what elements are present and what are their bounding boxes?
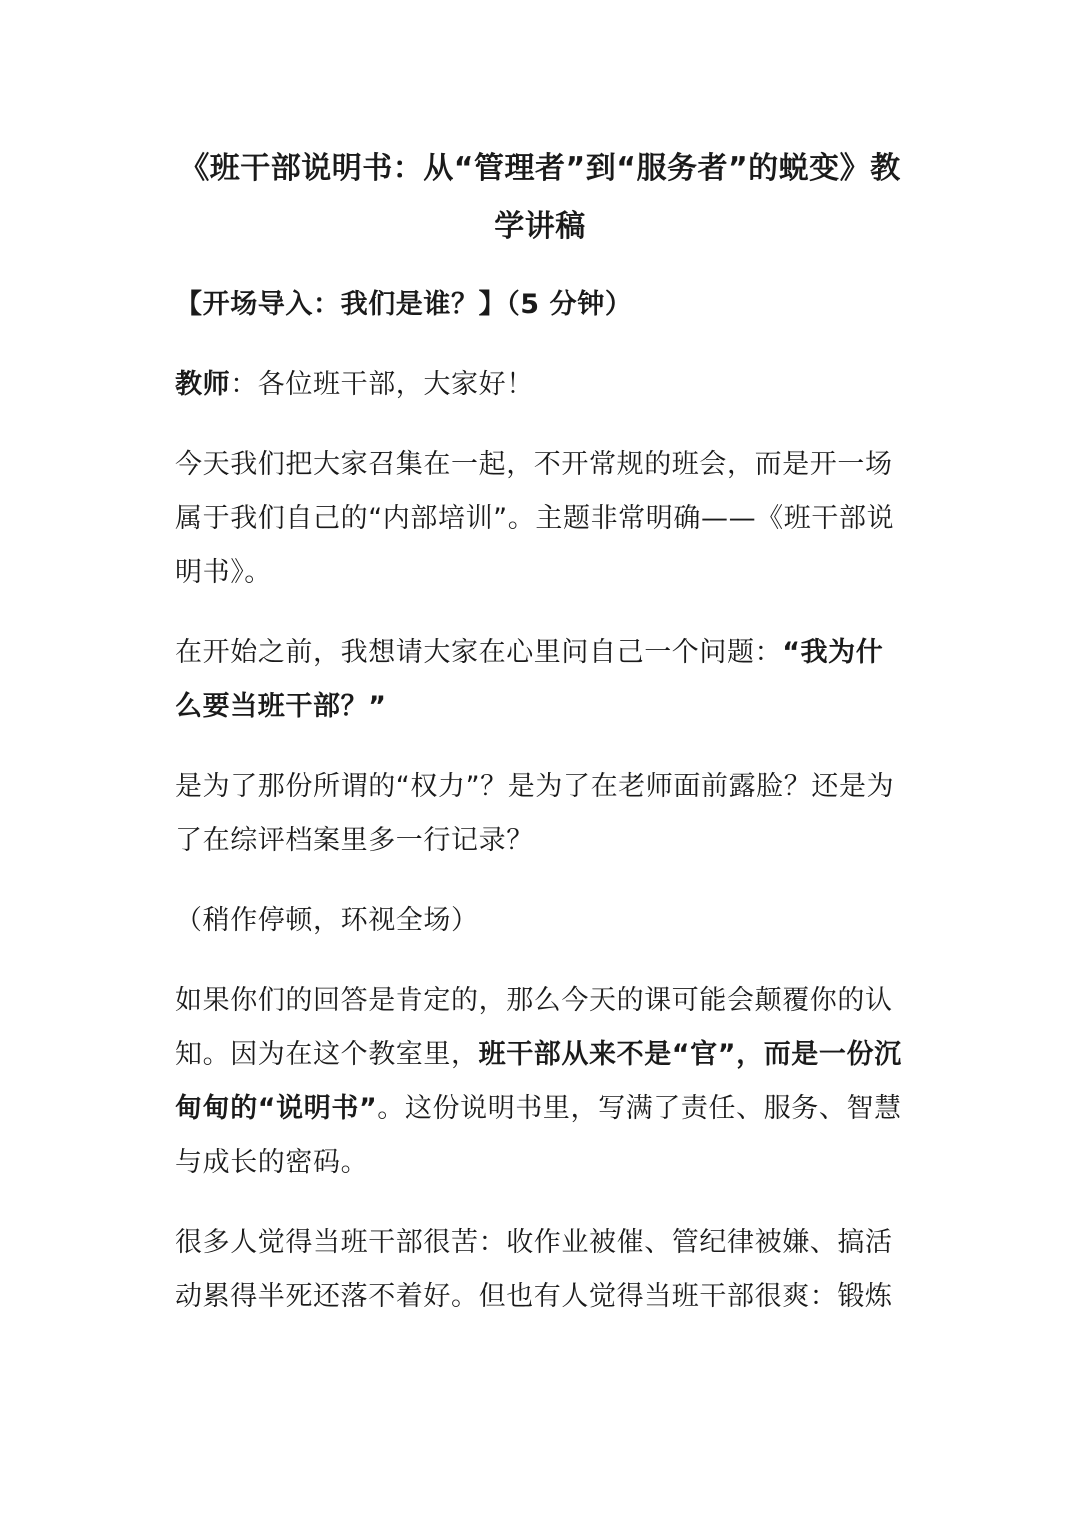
paragraph-reasons: 是为了那份所谓的“权力”？是为了在老师面前露脸？还是为了在综评档案里多一行记录？: [175, 771, 895, 856]
definition-lead-text: 如果你们的回答是肯定的，那么今天的课可能会颠覆你的认知。因为在这个教室里，: [175, 985, 893, 1070]
paragraph-definition: [175, 974, 910, 1190]
paragraph-greeting: [175, 358, 910, 412]
paragraph-intro: 今天我们把大家召集在一起，不开常规的班会，而是开一场属于我们自己的“内部培训”。主题非常明确——《班干部说明书》。: [175, 449, 895, 588]
paragraph-question: [175, 626, 910, 734]
speaker-label: 教师: [175, 369, 231, 400]
definition-bold-text: 班干部从来不是“官”，而是一份沉甸甸的“说明书”: [175, 1039, 902, 1124]
definition-tail-text: 。这份说明书里，写满了责任、服务、智慧与成长的密码。: [175, 1093, 902, 1178]
question-lead-text: 在开始之前，我想请大家在心里问自己一个问题：: [175, 637, 783, 668]
section-heading: 【开场导入：我们是谁？】（5 分钟）: [175, 289, 633, 320]
question-bold-text: “我为什么要当班干部？”: [175, 637, 884, 722]
greeting-text: ：各位班干部，大家好！: [230, 369, 534, 400]
stage-direction: （稍作停顿，环视全场）: [175, 905, 479, 936]
paragraph-hardship: 很多人觉得当班干部很苦：收作业被催、管纪律被嫌、搞活动累得半死还落不着好。但也有人觉得当班干部很爽：锻炼: [175, 1227, 893, 1312]
document-title: 《班干部说明书：从“管理者”到“服务者”的蜕变》教学讲稿: [179, 151, 901, 244]
document-body: [175, 278, 910, 1324]
